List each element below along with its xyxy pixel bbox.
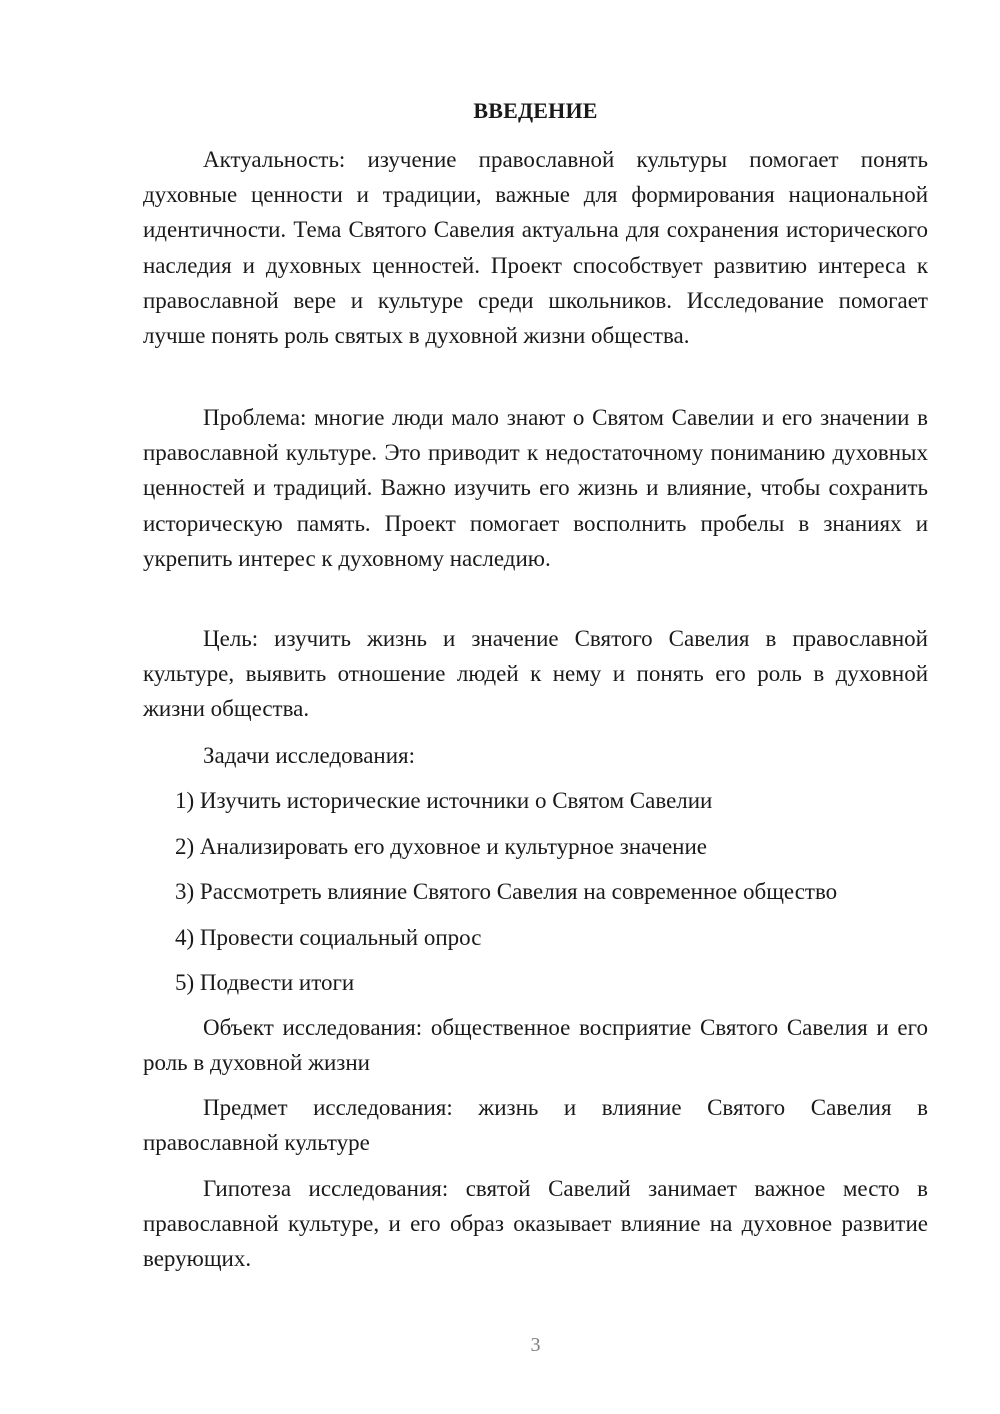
problem-paragraph: Проблема: многие люди мало знают о Святом Савелии и его значении в православной культуре. Это приводит к недостаточному пониманию духовных ценностей и традиций. Важно изучить его жизнь и влияние, чтобы сохранить историческую память. Проект помогает восполнить пробелы в знаниях и укрепить интерес к духовному наследию. (143, 405, 928, 571)
list-item: 4) Провести социальный опрос (175, 924, 482, 950)
section-heading: ВВЕДЕНИЕ (473, 98, 598, 123)
list-item: 2) Анализировать его духовное и культурное значение (175, 833, 707, 859)
page-number: 3 (530, 1334, 541, 1356)
tasks-label: Задачи исследования: (203, 743, 416, 768)
goal-paragraph: Цель: изучить жизнь и значение Святого Савелия в православной культуре, выявить отношение людей к нему и понять его роль в духовной жизни общества. (143, 626, 928, 722)
document-page (143, 0, 928, 1414)
list-item: 1) Изучить исторические источники о Святом Савелии (175, 788, 713, 813)
list-item: 3) Рассмотреть влияние Святого Савелия на современное общество (175, 879, 838, 904)
object-paragraph: Объект исследования: общественное восприятие Святого Савелия и его роль в духовной жизни (143, 1015, 928, 1076)
tasks-list (175, 783, 837, 1011)
hypothesis-paragraph: Гипотеза исследования: святой Савелий занимает важное место в православной культуре, и его образ оказывает влияние на духовное развитие верующих. (143, 1176, 928, 1272)
list-item: 5) Подвести итоги (175, 970, 355, 995)
relevance-paragraph: Актуальность: изучение православной культуры помогает понять духовные ценности и традиции, важные для формирования национальной идентичности. Тема Святого Савелия актуальна для сохранения исторического наследия и духовных ценностей. Проект способствует развитию интереса к православной вере и культуре среди школьников. Исследование помогает лучше понять роль святых в духовной жизни общества. (143, 147, 928, 349)
subject-paragraph: Предмет исследования: жизнь и влияние Святого Савелия в православной культуре (143, 1095, 928, 1156)
